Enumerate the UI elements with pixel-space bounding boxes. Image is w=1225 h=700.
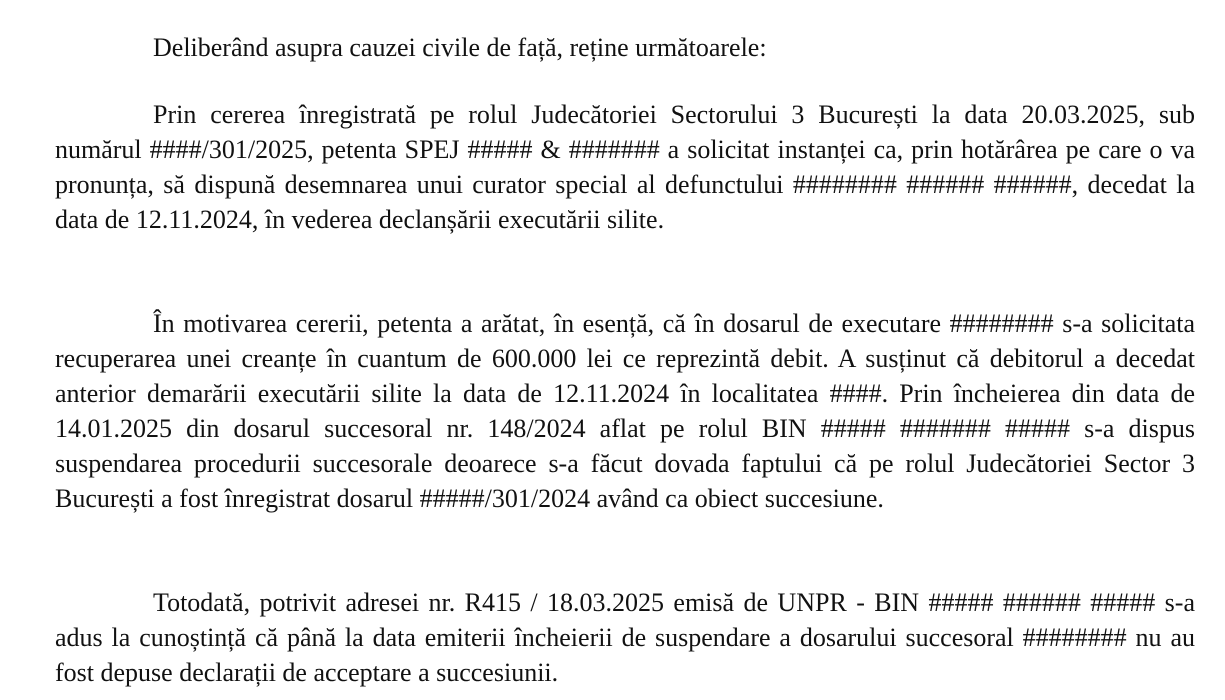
paragraph-request: Prin cererea înregistrată pe rolul Judecătoriei Sectorului 3 București la data 20.03.2025, sub numărul ####/301/2025, petenta SPEJ ##### & ####### a solicitat instanței ca, prin hotărârea pe care o va pronunța, să dispună desemnarea unui curator special al defunctului ######## ###### ######, decedat la data de 12.11.2024, în vederea declanșării executării silite.	[55, 100, 1195, 234]
paragraph-motivation: În motivarea cererii, petenta a arătat, în esență, că în dosarul de executare ######## s-a solicitata recuperarea unei creanțe în cuantum de 600.000 lei ce reprezintă debit. A susținut că debitorul a decedat anterior demarării executării silite la data de 12.11.2024 în localitatea ####. Prin încheierea din data de 14.01.2025 din dosarul succesoral nr. 148/2024 aflat pe rolul BIN ##### ####### ##### s-a dispus suspendarea procedurii succesorale deoarece s-a făcut dovada faptului că pe rolul Judecătoriei Sector 3 București a fost înregistrat dosarul #####/301/2024 având ca obiect succesiune.	[55, 309, 1195, 513]
paragraph-notice: Totodată, potrivit adresei nr. R415 / 18.03.2025 emisă de UNPR - BIN ##### ###### ##### s-a adus la cunoștință că până la data emiterii încheierii de suspendare a dosarului succesoral ######## nu au fost depuse declarații de acceptare a succesiunii.	[55, 588, 1195, 687]
paragraph-intro: Deliberând asupra cauzei civile de față, reține următoarele:	[153, 33, 767, 62]
